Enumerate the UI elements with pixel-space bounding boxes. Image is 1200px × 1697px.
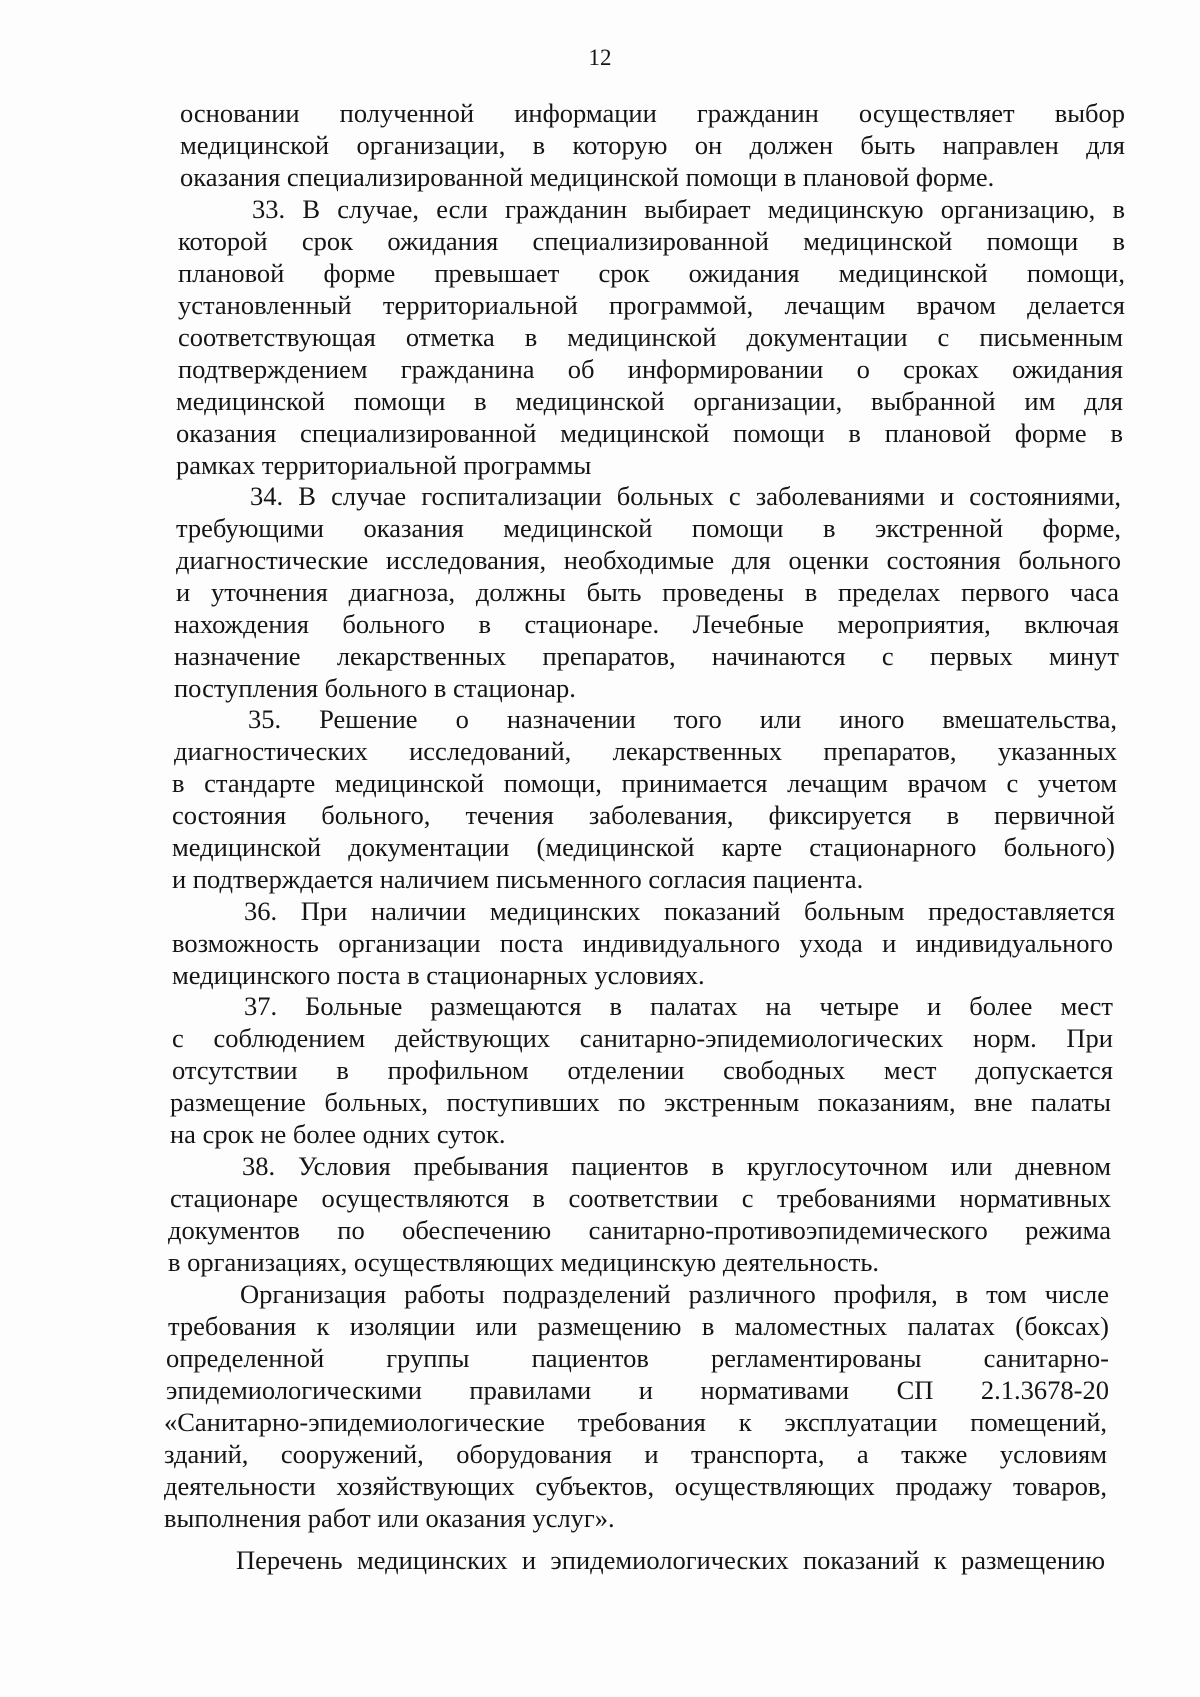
text-line: стационаре осуществляются в соответствии с требованиями нормативных — [170, 1183, 1111, 1213]
text-line: и подтверждается наличием письменного согласия пациента. — [172, 864, 864, 894]
text-line: в стандарте медицинской помощи, принимается лечащим врачом с учетом — [172, 768, 1117, 798]
text-line: 33. В случае, если гражданин выбирает медицинскую организацию, в — [252, 194, 1125, 224]
text-line: состояния больного, течения заболевания, фиксируется в первичной — [172, 800, 1115, 830]
text-line: 37. Больные размещаются в палатах на четыре и более мест — [244, 991, 1113, 1021]
text-line: требования к изоляции или размещению в маломестных палатах (боксах) — [168, 1311, 1109, 1341]
text-line: соответствующая отметка в медицинской документации с письменным — [178, 322, 1123, 352]
text-line: выполнения работ или оказания услуг». — [164, 1503, 615, 1533]
text-line: основании полученной информации гражданин осуществляет выбор — [180, 98, 1125, 128]
text-line: поступления больного в стационар. — [174, 673, 576, 703]
text-line: 38. Условия пребывания пациентов в круглосуточном или дневном — [242, 1151, 1111, 1181]
text-line: деятельности хозяйствующих субъектов, осуществляющих продажу товаров, — [164, 1471, 1107, 1501]
text-line: в организациях, осуществляющих медицинскую деятельность. — [168, 1247, 880, 1277]
text-line: Организация работы подразделений различного профиля, в том числе — [240, 1279, 1109, 1309]
text-line: которой срок ожидания специализированной медицинской помощи в — [178, 226, 1125, 256]
text-line: оказания специализированной медицинской помощи в плановой форме. — [180, 162, 995, 192]
text-line: с соблюдением действующих санитарно-эпидемиологических норм. При — [172, 1023, 1113, 1053]
text-line: медицинского поста в стационарных условиях. — [172, 960, 705, 990]
text-line: размещение больных, поступивших по экстренным показаниям, вне палаты — [170, 1087, 1111, 1117]
page-number: 12 — [588, 45, 612, 70]
text-line: назначение лекарственных препаратов, начинаются с первых минут — [174, 641, 1119, 671]
text-line: оказания специализированной медицинской помощи в плановой форме в — [176, 418, 1123, 448]
text-line: медицинской документации (медицинской карте стационарного больного) — [172, 832, 1115, 862]
text-line: «Санитарно-эпидемиологические требования к эксплуатации помещений, — [164, 1407, 1107, 1437]
text-line: 35. Решение о назначении того или иного вмешательства, — [248, 704, 1117, 734]
text-line: требующими оказания медицинской помощи в экстренной форме, — [176, 513, 1121, 543]
text-line: плановой форме превышает срок ожидания медицинской помощи, — [178, 258, 1125, 288]
text-line: установленный территориальной программой, лечащим врачом делается — [178, 290, 1125, 320]
text-line: зданий, сооружений, оборудования и транспорта, а также условиям — [164, 1439, 1107, 1469]
text-line: на срок не более одних суток. — [170, 1119, 506, 1149]
text-line: диагностические исследования, необходимые для оценки состояния больного — [176, 545, 1121, 575]
text-line: подтверждением гражданина об информировании о сроках ожидания — [178, 354, 1123, 384]
text-line: рамках территориальной программы — [176, 450, 592, 480]
text-line: документов по обеспечению санитарно-противоэпидемического режима — [168, 1215, 1111, 1245]
text-line: нахождения больного в стационаре. Лечебные мероприятия, включая — [174, 609, 1119, 639]
text-line: 36. При наличии медицинских показаний больным предоставляется — [244, 896, 1115, 926]
text-line: Перечень медицинских и эпидемиологических показаний к размещению — [236, 1545, 1105, 1575]
text-line: медицинской организации, в которую он должен быть направлен для — [180, 130, 1125, 160]
text-line: медицинской помощи в медицинской организации, выбранной им для — [176, 386, 1123, 416]
text-line: эпидемиологическими правилами и нормативами СП 2.1.3678-20 — [166, 1375, 1109, 1405]
text-line: отсутствии в профильном отделении свободных мест допускается — [172, 1055, 1113, 1085]
text-line: определенной группы пациентов регламентированы санитарно- — [166, 1343, 1109, 1373]
text-line: и уточнения диагноза, должны быть проведены в пределах первого часа — [176, 577, 1119, 607]
text-line: возможность организации поста индивидуального ухода и индивидуального — [172, 928, 1113, 958]
text-line: диагностических исследований, лекарственных препаратов, указанных — [174, 736, 1117, 766]
text-line: 34. В случае госпитализации больных с заболеваниями и состояниями, — [250, 481, 1121, 511]
